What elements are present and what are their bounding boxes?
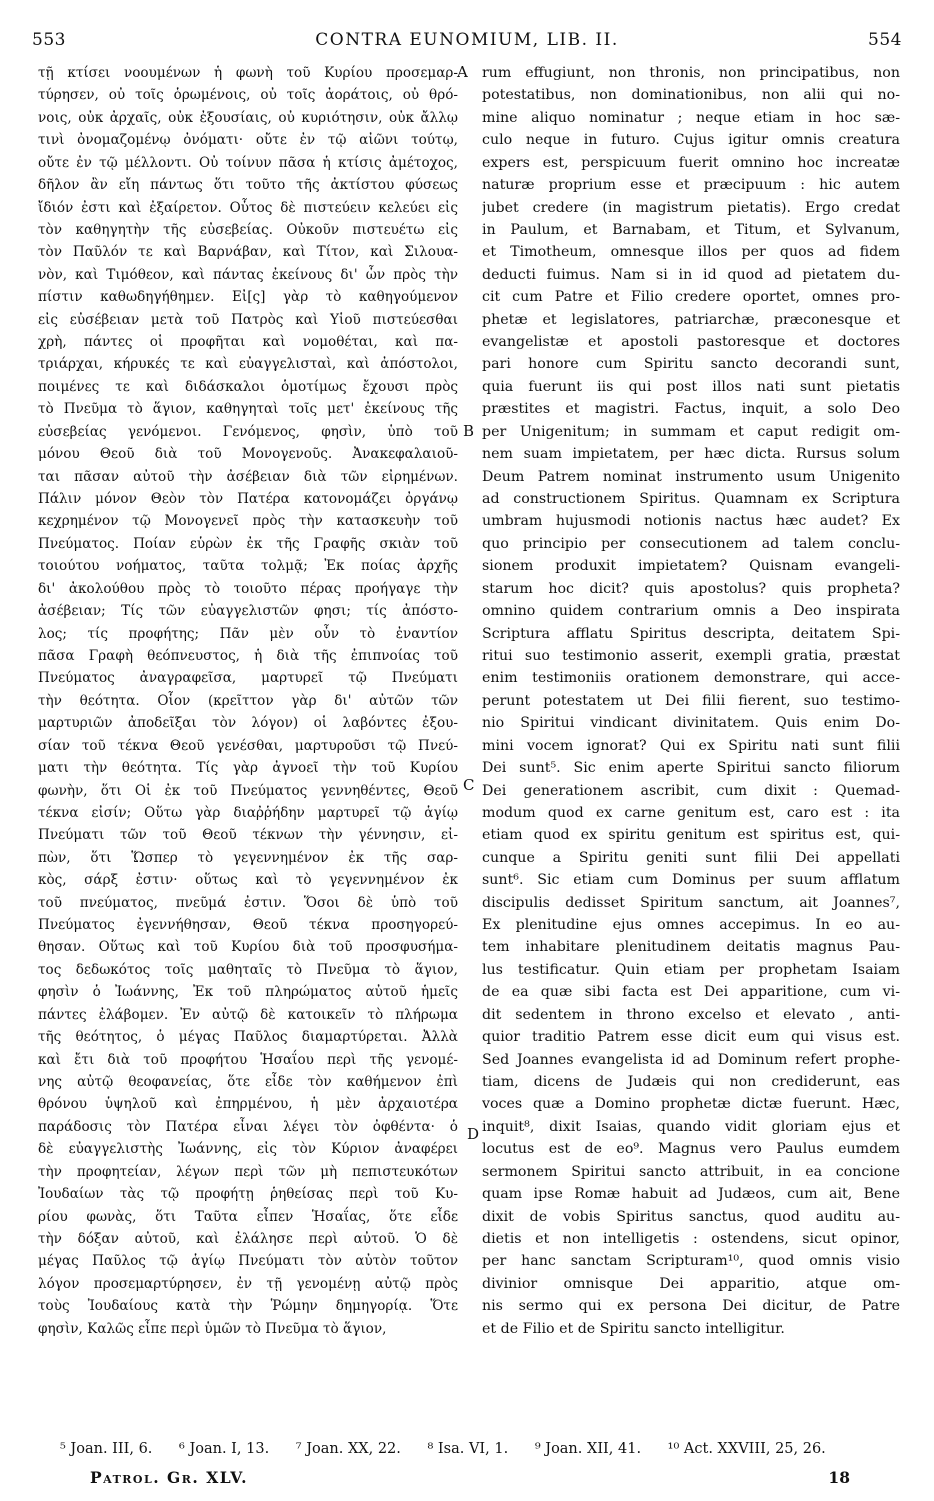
page-number-right: 554 <box>868 30 902 50</box>
text-line: rum effugiunt, non thronis, non principatibus, non <box>482 65 900 81</box>
text-line: culo neque in futuro. Cujus igitur omnis creatura <box>482 132 900 149</box>
text-line: quior traditio Patrem esse dicit eum qui visus est. <box>482 1029 900 1046</box>
text-line: δῆλον ἂν εἴη πάντως ὅτι τοῦτο τῆς ἀκτίστου φύσεως <box>38 177 458 194</box>
text-line: τὸ Πνεῦμα τὸ ἅγιον, καθηγηταὶ τοῖς μετ' ἐκείνους τῆς <box>38 401 458 418</box>
text-line: Ex plenitudine ejus omnes accepimus. In eo au- <box>482 917 900 934</box>
text-line: λόγον προσεμαρτύρησεν, ἐν τῇ γενομένῃ αὐτῷ πρὸς <box>38 1275 458 1292</box>
text-line: naturæ proprium esse et præcipuum : hic autem <box>482 177 900 194</box>
text-line: evangelistæ et apostoli pastoresque et doctores <box>482 334 900 351</box>
text-line: Ἰουδαίων τὰς τῷ προφήτῃ ῥηθείσας περὶ τοῦ Κυ- <box>38 1186 458 1203</box>
footnote: ⁷ Joan. XX, 22. <box>295 1441 401 1457</box>
margin-marker-a: A <box>457 63 468 81</box>
text-line: sunt⁶. Sic etiam cum Dominus per suum afflatum <box>482 872 900 889</box>
text-line: sermonem Spiritui sancto attribuit, in ea concione <box>482 1163 900 1180</box>
text-line: pari honore cum Spiritu sancto decorandi sunt, <box>482 356 900 373</box>
text-line: discipulis dedisset Spiritum sanctum, ait Joannes⁷, <box>482 894 900 911</box>
text-line: ἀσέβειαν; Τίς τῶν εὐαγγελιστῶν φησι; τίς ἀπόστο- <box>38 603 458 620</box>
text-line: nio Spiritui vindicant divinitatem. Quis enim Do- <box>482 715 900 732</box>
page-header <box>32 30 902 60</box>
text-line: φησὶν, Καλῶς εἶπε περὶ ὑμῶν τὸ Πνεῦμα τὸ ἅγιον, <box>38 1320 387 1337</box>
text-line: θρόνου ὑψηλοῦ καὶ ἐπηρμένου, ἡ μὲν ἀρχαιοτέρα <box>38 1096 458 1113</box>
text-line: οὔτε ἐν τῷ μέλλοντι. Οὐ τοίνυν πᾶσα ἡ κτίσις ἀμέτοχος, <box>38 154 458 171</box>
margin-marker-d: D <box>467 1125 480 1143</box>
text-line: λος; τίς προφήτης; Πᾶν μὲν οὖν τὸ ἐναντίον <box>38 625 458 642</box>
text-line: τύρησεν, οὐ τοῖς ὁρωμένοις, οὐ τοῖς ἀοράτοις, οὐ θρό- <box>38 87 458 104</box>
text-line: mini vocem ignorat? Qui ex Spiritu nati sunt filii <box>482 737 900 754</box>
text-line: divinior omnisque Dei apparitio, atque om- <box>482 1275 900 1292</box>
text-line: τριάρχαι, κήρυκές τε καὶ εὐαγγελισταὶ, καὶ ἀπόστολοι, <box>38 356 458 373</box>
text-line: Πνεύματι τῶν τοῦ Θεοῦ τέκνων τὴν γέννησιν, εἰ- <box>38 827 458 844</box>
text-line: μαρτυριῶν ἀποδεῖξαι τὸν λόγον) οἱ λαβόντες ἐξου- <box>38 715 458 732</box>
text-line: sionem produxit impietatem? Quisnam evangeli- <box>482 558 900 575</box>
latin-text-column <box>482 62 900 1340</box>
footnote: ⁸ Isa. VI, 1. <box>427 1441 509 1457</box>
text-line: Deum Patrem nominat instrumento usum Unigenito <box>482 468 900 485</box>
text-line: νοις, οὐκ ἀρχαῖς, οὐκ ἐξουσίαις, οὐ κυριότησιν, οὐκ ἄλλῳ <box>38 109 458 126</box>
text-line: quo principio per consecutionem ad talem conclu- <box>482 535 900 552</box>
footnote: ¹⁰ Act. XXVIII, 25, 26. <box>667 1441 826 1457</box>
text-line: deducti fuimus. Nam si in id quod ad pietatem du- <box>482 266 900 283</box>
page-number-left: 553 <box>32 30 66 50</box>
text-line: starum hoc dicit? quis apostolus? quis propheta? <box>482 580 900 597</box>
footnote: ⁵ Joan. III, 6. <box>60 1441 153 1457</box>
margin-marker-b: B <box>463 422 475 440</box>
text-line: voces quæ a Domino prophetæ dictæ fuerunt. Hæc, <box>482 1096 900 1113</box>
text-line: πάντες ἐλάβομεν. Ἐν αὐτῷ δὲ κατοικεῖν τὸ πλήρωμα <box>38 1006 458 1023</box>
running-title: CONTRA EUNOMIUM, LIB. II. <box>315 30 619 50</box>
text-line: χρὴ, πάντες οἱ προφῆται καὶ νομοθέται, καὶ πα- <box>38 334 458 351</box>
text-line: per hanc sanctam Scripturam¹⁰, quod omnis visio <box>482 1253 900 1270</box>
footnotes <box>60 1441 900 1457</box>
text-line: δὲ εὐαγγελιστὴς Ἰωάννης, εἰς τὸν Κύριον ἀναφέρει <box>38 1141 458 1158</box>
text-line: δι' ἀκολούθου πρὸς τὸ τοιοῦτο πέρας προήγαγε τὴν <box>38 580 458 597</box>
greek-text-column <box>38 62 458 1340</box>
text-line: dit sedentem in throno excelso et elevato , anti- <box>482 1006 900 1023</box>
text-line: omnino quidem contrarium omnis a Deo inspirata <box>482 603 900 620</box>
text-line: quam ipse Romæ habuit ad Judæos, cum ait, Bene <box>482 1186 900 1203</box>
text-line: Dei generationem ascribit, cum dixit : Quemad- <box>482 782 900 799</box>
text-line: πὼν, ὅτι Ὥσπερ τὸ γεγεννημένον ἐκ τῆς σαρ- <box>38 849 458 866</box>
text-line: phetæ et legislatores, patriarchæ, præconesque et <box>482 311 900 328</box>
text-line: Sed Joannes evangelista id ad Dominum refert prophe- <box>482 1051 900 1068</box>
text-line: lus testificatur. Quin etiam per prophetam Isaiam <box>482 961 900 978</box>
text-line: τοῦ πνεύματος, πνεῦμά ἐστιν. Ὅσοι δὲ ὑπὸ τοῦ <box>38 894 458 911</box>
text-line: τὸν Παῦλόν τε καὶ Βαρνάβαν, καὶ Τίτον, καὶ Σιλουα- <box>38 244 458 261</box>
text-line: tiam, dicens de Judæis qui non crediderunt, eas <box>482 1073 900 1090</box>
text-line: nem suam impietatem, per hæc dicta. Rursus solum <box>482 446 900 463</box>
text-line: ritui suo testimonio asserit, exempli gratia, præstat <box>482 647 900 664</box>
margin-marker-c: C <box>463 776 475 794</box>
text-line: ποιμένες τε καὶ διδάσκαλοι ὁμοτίμως ἔχουσι πρὸς <box>38 378 458 395</box>
text-line: θησαν. Οὕτως καὶ τοῦ Κυρίου διὰ τοῦ προσφυσήμα- <box>38 939 458 956</box>
text-line: τὴν προφητείαν, λέγων περὶ τῶν μὴ πεπιστευκότων <box>38 1163 458 1180</box>
text-line: modum quod ex carne genitum est, caro est : ita <box>482 804 900 821</box>
text-line: τὴν θεότητα. Οἷον (κρεῖττον γὰρ δι' αὐτῶν τῶν <box>38 692 458 709</box>
text-line: et de Filio et de Spiritu sancto intelligitur. <box>482 1320 785 1337</box>
footnote: ⁹ Joan. XII, 41. <box>534 1441 642 1457</box>
text-line: cit cum Patre et Filio credere oportet, omnes pro- <box>482 289 900 306</box>
text-line: cunque a Spiritu geniti sunt filii Dei appellati <box>482 849 900 866</box>
text-line: præstites et magistri. Factus, inquit, a solo Deo <box>482 401 900 418</box>
text-line: etiam quod ex spiritu genitum est spiritus est, qui- <box>482 827 900 844</box>
text-line: παράδοσις τὸν Πατέρα εἶναι λέγει τὸν ὀφθέντα· ὁ <box>38 1118 458 1135</box>
text-line: et Timotheum, omnesque illos per quos ad fidem <box>482 244 900 261</box>
text-line: in Paulum, et Barnabam, et Titum, et Sylvanum, <box>482 221 900 238</box>
text-line: perunt potestatem ut Dei filii fierent, suo testimo- <box>482 692 900 709</box>
text-line: φωνὴν, ὅτι Οἱ ἐκ τοῦ Πνεύματος γεννηθέντες, Θεοῦ <box>38 782 458 799</box>
text-line: μέγας Παῦλος τῷ ἁγίῳ Πνεύματι τὸν αὐτὸν τοῦτον <box>38 1253 458 1270</box>
text-line: ματι τὴν θεότητα. Τίς γὰρ ἀγνοεῖ τὴν τοῦ Κυρίου <box>38 760 458 777</box>
text-line: μόνου Θεοῦ διὰ τοῦ Μονογενοῦς. Ἀνακεφαλαιοῦ- <box>38 446 458 463</box>
text-line: jubet credere (in magistrum pietatis). Ergo credat <box>482 199 900 216</box>
text-line: ται πᾶσαν αὐτοῦ τὴν ἀσέβειαν διὰ τῶν εἰρημένων. <box>38 468 458 485</box>
text-line: τῆς θεότητος, ὁ μέγας Παῦλος διαμαρτύρεται. Ἀλλὰ <box>38 1029 458 1046</box>
text-line: φησὶν ὁ Ἰωάννης, Ἐκ τοῦ πληρώματος αὐτοῦ ἡμεῖς <box>38 984 458 1001</box>
text-line: καὶ ἔτι διὰ τοῦ προφήτου Ἡσαΐου περὶ τῆς γενομέ- <box>38 1051 458 1068</box>
text-line: dixit de vobis Spiritus sanctus, quod auditu au- <box>482 1208 900 1225</box>
text-line: inquit⁸, dixit Isaias, quando vidit gloriam ejus et <box>482 1118 900 1135</box>
text-line: locutus est de eo⁹. Magnus vero Paulus eumdem <box>482 1141 900 1158</box>
text-line: Scriptura afflatu Spiritus descripta, deitatem Spi- <box>482 625 900 642</box>
text-line: Πνεύματος ἀναγραφεῖσα, μαρτυρεῖ τῷ Πνεύματι <box>38 670 458 687</box>
gathering-number: 18 <box>828 1468 850 1487</box>
text-line: τοὺς Ἰουδαίους κατὰ τὴν Ῥώμην δημηγορίᾳ. Ὅτε <box>38 1298 458 1315</box>
text-line: τὴν δόξαν αὐτοῦ, καὶ ἐλάλησε περὶ αὐτοῦ. Ὁ δὲ <box>38 1230 458 1247</box>
text-line: τὸν καθηγητὴν τῆς εὐσεβείας. Οὐκοῦν πιστευέτω εἰς <box>38 221 458 238</box>
text-line: ρίου φωνὰς, ὅτι Ταῦτα εἶπεν Ἡσαΐας, ὅτε εἶδε <box>38 1208 458 1225</box>
text-line: ἴδιόν ἐστι καὶ ἐξαίρετον. Οὗτος δὲ πιστεύειν κελεύει εἰς <box>38 199 458 216</box>
text-line: εἰς εὐσέβειαν μετὰ τοῦ Πατρὸς καὶ Υἱοῦ πιστεύεσθαι <box>38 311 458 328</box>
text-line: per Unigenitum; in summam et caput redigit om- <box>482 423 900 440</box>
text-line: nis sermo qui ex persona Dei dicitur, de Patre <box>482 1298 900 1315</box>
text-line: Dei sunt⁵. Sic enim aperte Spiritui sancto filiorum <box>482 760 900 777</box>
text-line: expers est, perspicuum fuerit omnino hoc increatæ <box>482 154 900 171</box>
text-line: τέκνα εἰσίν; Οὕτω γὰρ διαῤῥήδην μαρτυρεῖ τῷ ἁγίῳ <box>38 804 458 821</box>
text-line: Πνεύματος ἐγεννήθησαν, Θεοῦ τέκνα προσηγορεύ- <box>38 917 458 934</box>
text-line: potestatibus, non dominationibus, non alii qui no- <box>482 87 900 104</box>
text-line: σίαν τοῦ τέκνα Θεοῦ γενέσθαι, μαρτυροῦσι τῷ Πνεύ- <box>38 737 458 754</box>
text-line: umbram hujusmodi notionis nactus hæc audet? Ex <box>482 513 900 530</box>
text-line: quia fuerunt iis qui post illos nati sunt pietatis <box>482 378 900 395</box>
series-signature: Patrol. Gr. XLV. <box>90 1468 248 1487</box>
text-line: νὸν, καὶ Τιμόθεον, καὶ πάντας ἐκείνους δι' ὧν πρὸς τὴν <box>38 266 458 283</box>
text-line: Πνεύματος. Ποίαν εὑρὼν ἐκ τῆς Γραφῆς σκιὰν τοῦ <box>38 535 458 552</box>
text-line: mine aliquo nominatur ; neque etiam in hoc sæ- <box>482 109 900 126</box>
text-line: dietis et non intelligetis : ostendens, sicut opinor, <box>482 1230 900 1247</box>
text-line: νης αὐτῷ θεοφανείας, ὅτε εἶδε τὸν καθήμενον ἐπὶ <box>38 1073 458 1090</box>
text-line: tem inhabitare plenitudinem deitatis magnus Pau- <box>482 939 900 956</box>
footnote: ⁶ Joan. I, 13. <box>179 1441 270 1457</box>
text-line: enim testimoniis orationem demonstrare, qui acce- <box>482 670 900 687</box>
text-line: πᾶσα Γραφὴ θεόπνευστος, ἡ διὰ τῆς ἐπιπνοίας τοῦ <box>38 647 458 664</box>
text-line: Πάλιν μόνον Θεὸν τὸν Πατέρα κατονομάζει ὀργάνῳ <box>38 491 458 508</box>
text-line: τῇ κτίσει νοουμένων ἡ φωνὴ τοῦ Κυρίου προσεμαρ- <box>38 65 458 81</box>
text-line: de ea quæ sibi facta est Dei apparitione, cum vi- <box>482 984 900 1001</box>
text-line: ad constructionem Spiritus. Quamnam ex Scriptura <box>482 491 900 508</box>
text-line: πίστιν καθωδηγήθημεν. Εἰ[ς] γὰρ τὸ καθηγούμενον <box>38 289 458 306</box>
text-line: κεχρημένον τῷ Μονογενεῖ πρὸς τὴν κατασκευὴν τοῦ <box>38 513 458 530</box>
text-line: κὸς, σάρξ ἐστιν· οὕτως καὶ τὸ γεγεννημένον ἐκ <box>38 872 458 889</box>
text-line: εὐσεβείας γενόμενοι. Γενόμενος, φησὶν, ὑπὸ τοῦ <box>38 423 458 440</box>
text-line: τινὶ ὀνομαζομένῳ ὀνόματι· οὔτε ἐν τῷ αἰῶνι τούτῳ, <box>38 132 458 149</box>
text-line: τος δεδωκότος τοῖς μαθηταῖς τὸ Πνεῦμα τὸ ἅγιον, <box>38 961 458 978</box>
text-line: τοιούτου νοήματος, ταῦτα τολμᾷ; Ἐκ ποίας ἀρχῆς <box>38 558 458 575</box>
